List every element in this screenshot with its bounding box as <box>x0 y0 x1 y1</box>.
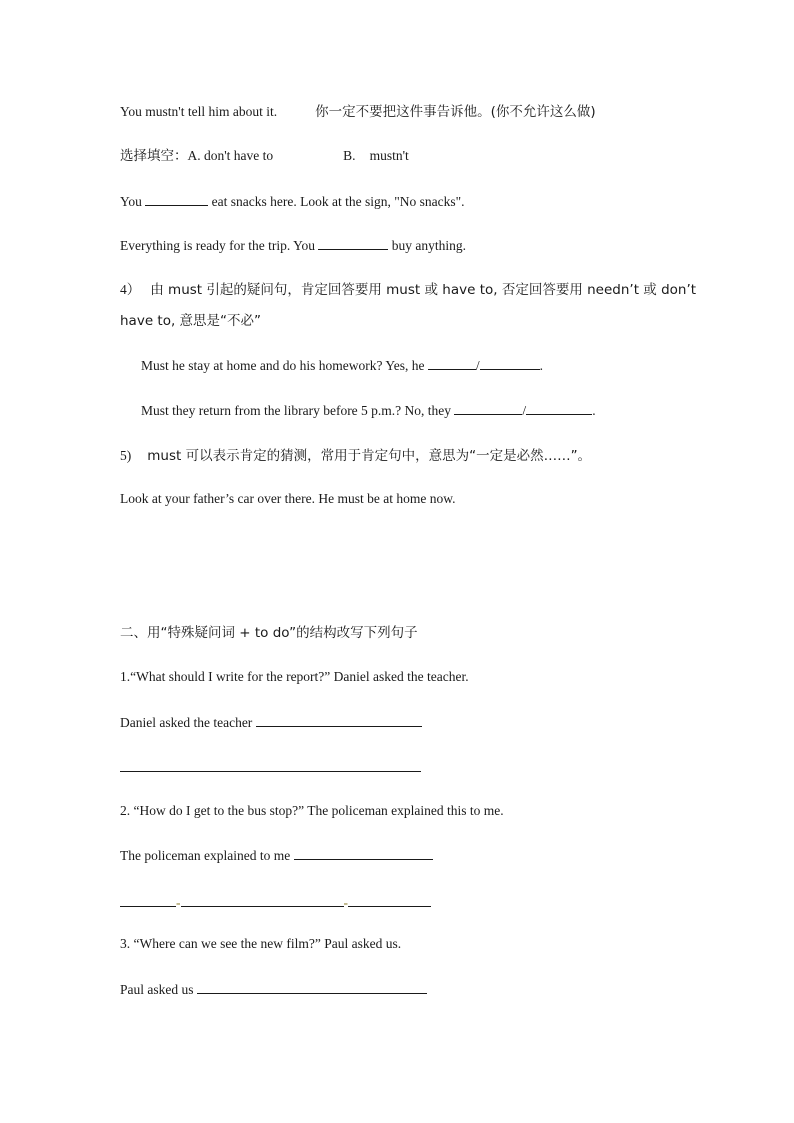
answer-2-segment-2[interactable] <box>181 892 344 907</box>
answer-1-blank[interactable] <box>256 712 422 727</box>
answer-2-dash-1: - <box>176 895 181 910</box>
question-1 <box>120 667 469 687</box>
rule-4-number: 4） <box>120 282 141 297</box>
question-2-text: 2. “How do I get to the bus stop?” The policeman explained this to me. <box>120 803 504 818</box>
fill-sentence-1 <box>120 191 465 212</box>
question-2 <box>120 801 504 821</box>
must-he-slash: / <box>475 358 480 373</box>
answer-2-prefix: The policeman explained to me <box>120 848 291 863</box>
rule-5-example-text: Look at your father’s car over there. He must be at home now. <box>120 491 456 506</box>
rule-4-continuation <box>120 311 261 331</box>
choice-prompt-label: 选择填空： <box>120 148 188 164</box>
must-they-slash: / <box>522 403 527 418</box>
rule-5-number: 5) <box>120 448 132 463</box>
rule-5-text: must 可以表示肯定的猜测，常用于肯定句中，意思为“一定是必然……”。 <box>147 448 592 464</box>
example-english: You mustn't tell him about it. <box>120 104 278 119</box>
choice-option-a: A. don't have to <box>187 148 274 163</box>
choice-prompt-row <box>120 146 409 166</box>
question-must-they <box>141 400 596 421</box>
rule-5-example <box>120 489 456 509</box>
fill-1-blank[interactable] <box>145 191 208 206</box>
section-2-title: 二、用“特殊疑问词 + to do”的结构改写下列句子 <box>120 625 418 641</box>
answer-2-dash-2: - <box>343 895 348 910</box>
must-he-blank-1[interactable] <box>428 355 476 370</box>
must-he-period: . <box>539 358 543 373</box>
answer-2-segment-3[interactable] <box>348 892 431 907</box>
answer-1-prefix: Daniel asked the teacher <box>120 715 253 730</box>
answer-2-blank[interactable] <box>294 845 433 860</box>
choice-option-b: B. <box>343 148 356 163</box>
must-they-blank-1[interactable] <box>454 400 522 415</box>
must-they-blank-2[interactable] <box>526 400 592 415</box>
rule-4-heading <box>120 280 696 300</box>
section-2-heading <box>120 623 418 643</box>
choice-option-b-word: mustn't <box>369 148 409 163</box>
answer-1-line-2[interactable] <box>120 771 421 772</box>
must-he-text: Must he stay at home and do his homework? Yes, he <box>141 358 425 373</box>
rule-4-text-cont: have to, 意思是“不必” <box>120 313 262 329</box>
rule-5-heading <box>120 446 591 466</box>
fill-sentence-2 <box>120 235 466 256</box>
fill-1-start: You <box>120 194 142 209</box>
answer-2-line-2 <box>120 892 431 913</box>
fill-1-end: eat snacks here. Look at the sign, "No snacks". <box>211 194 465 209</box>
must-he-blank-2[interactable] <box>480 355 540 370</box>
answer-1-row <box>120 712 422 733</box>
answer-3-prefix: Paul asked us <box>120 982 194 997</box>
must-they-period: . <box>592 403 596 418</box>
fill-2-start: Everything is ready for the trip. You <box>120 238 315 253</box>
example-sentence-row <box>120 102 596 122</box>
answer-2-segment-1[interactable] <box>120 892 176 907</box>
answer-2-row <box>120 845 433 866</box>
question-3-text: 3. “Where can we see the new film?” Paul asked us. <box>120 936 402 951</box>
must-they-text: Must they return from the library before 5 p.m.? No, they <box>141 403 452 418</box>
example-chinese: 你一定不要把这件事告诉他。(你不允许这么做) <box>315 104 596 120</box>
fill-2-end: buy anything. <box>391 238 466 253</box>
question-must-he <box>141 355 543 376</box>
question-1-text: 1.“What should I write for the report?” Daniel asked the teacher. <box>120 669 469 684</box>
rule-4-text: 由 must 引起的疑问句，肯定回答要用 must 或 have to, 否定回答要用 needn’t 或 don’t <box>150 282 697 298</box>
fill-2-blank[interactable] <box>318 235 388 250</box>
answer-3-row <box>120 979 427 1000</box>
question-3 <box>120 934 401 954</box>
answer-3-blank[interactable] <box>197 979 427 994</box>
